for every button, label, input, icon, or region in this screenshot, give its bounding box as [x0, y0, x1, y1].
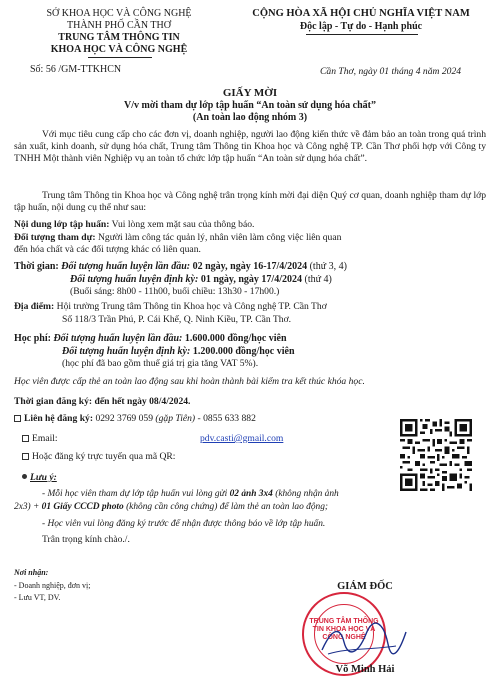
time-sessions: (Buổi sáng: 8h00 - 11h00, buổi chiều: 13h30 - 17h00.) — [70, 286, 280, 297]
contact-label: Liên hệ đăng ký: — [24, 413, 94, 424]
nation-motto: Độc lập - Tự do - Hạnh phúc — [299, 21, 423, 32]
closing-line: Trân trọng kính chào./. — [42, 534, 130, 545]
location-row — [14, 301, 327, 313]
note-1-a: - Mỗi học viên tham dự lớp tập huấn vui lòng gửi — [42, 489, 228, 499]
online-registration-row — [22, 451, 175, 463]
fee-periodic-value: 1.200.000 đồng/học viên — [190, 346, 295, 357]
contact-person: (gặp Tiên) — [153, 413, 196, 424]
time-periodic-note: (thứ 4) — [301, 274, 332, 285]
registration-deadline: Thời gian đăng ký: đến hết ngày 08/4/2024. — [14, 396, 191, 407]
note-1-line-2 — [14, 501, 328, 513]
nation-title: CỘNG HÒA XÃ HỘI CHỦ NGHĨA VIỆT NAM — [252, 8, 470, 19]
contact-row — [14, 413, 256, 425]
agency-name: TRUNG TÂM THÔNG TIN — [58, 32, 180, 43]
fee-first-label: Đối tượng huấn luyện lần đầu: — [53, 333, 183, 344]
time-first-label: Đối tượng huấn luyện lần đầu: — [61, 261, 191, 272]
agency-city: THÀNH PHỐ CẦN THƠ — [67, 20, 171, 31]
audience-label: Đối tượng tham dự: — [14, 232, 96, 243]
contact-phone-1[interactable]: 0292 3769 059 — [93, 413, 154, 424]
agency-parent: SỞ KHOA HỌC VÀ CÔNG NGHỆ — [46, 8, 192, 19]
email-row — [22, 433, 58, 445]
document-subject-2: (An toàn lao động nhóm 3) — [192, 112, 308, 123]
document-title: GIẤY MỜI — [222, 87, 278, 99]
fee-row-first — [14, 333, 287, 345]
note-1-id: 01 Giấy CCCD photo — [41, 502, 124, 512]
header-right-rule — [306, 34, 418, 35]
document-subject: V/v mời tham dự lớp tập huấn “An toàn sử dụng hóa chất” — [123, 100, 377, 111]
registration-qr-code[interactable] — [400, 419, 472, 491]
recipients-label: Nơi nhận: — [14, 568, 49, 577]
header-left-rule — [88, 57, 152, 58]
time-first-text: 02 ngày, ngày 16-17/4/2024 — [190, 261, 308, 272]
notes-bullet-icon — [22, 474, 27, 479]
location-label: Địa điểm: — [14, 301, 55, 312]
handwritten-signature-icon — [318, 620, 408, 660]
notes-label-text: Lưu ý: — [30, 472, 57, 483]
signer-name: Võ Minh Hải — [335, 664, 395, 675]
time-periodic-label: Đối tượng huấn luyện định kỳ: — [70, 274, 199, 285]
audience-row — [14, 232, 341, 244]
email-link[interactable]: pdv.casti@gmail.com — [200, 433, 284, 444]
content-label: Nội dung lớp tập huấn: — [14, 219, 110, 230]
bullet-icon — [22, 453, 29, 460]
seal-text: TRUNG TÂM THÔNG TIN KHOA HỌC VÀ CÔNG NGHỆ — [309, 618, 379, 641]
intro-paragraph: Với mục tiêu cung cấp cho các đơn vị, doanh nghiệp, người lao động kiến thức về đảm bảo an toàn trong quá trình sản xuất, kinh doanh, sử dụng hóa chất, Trung tâm Thông tin Khoa học và Công nghệ TP. Cần Thơ phối hợp với Công ty TNHH Một thành viên Nghiệp vụ an toàn tổ chức lớp tập huấn “An toàn sử dụng hóa chất”. — [14, 129, 486, 165]
time-label: Thời gian: — [14, 261, 59, 272]
online-registration-text: Hoặc đăng ký trực tuyến qua mã QR: — [32, 451, 176, 462]
fee-vat-note: (học phí đã bao gồm thuế giá trị gia tăng VAT 5%). — [62, 358, 259, 369]
recipient-1: - Doanh nghiệp, đơn vị; — [14, 581, 91, 590]
document-date: Cần Thơ, ngày 01 tháng 4 năm 2024 — [320, 66, 462, 77]
location-address: Số 118/3 Trần Phú, P. Cái Khế, Q. Ninh Kiều, TP. Cần Thơ. — [62, 314, 292, 325]
agency-name-2: KHOA HỌC VÀ CÔNG NGHỆ — [50, 44, 188, 55]
qr-code-icon — [400, 419, 472, 491]
notes-label — [22, 472, 57, 484]
audience-row-2: đến hóa chất và các đối tượng khác có liên quan. — [14, 244, 201, 255]
bullet-icon — [14, 415, 21, 422]
document-number: Số: 56 /GM-TTKHCN — [30, 64, 122, 75]
content-row — [14, 219, 254, 231]
note-1-f: (không cần công chứng) để làm thẻ an toàn lao động; — [123, 502, 329, 512]
location-text: Hội trường Trung tâm Thông tin Khoa học và Công nghệ TP. Cần Thơ — [54, 301, 327, 312]
contact-phone-2[interactable]: - 0855 633 882 — [195, 413, 256, 424]
recipient-2: - Lưu VT, DV. — [14, 593, 61, 602]
time-row-periodic — [70, 274, 332, 286]
signer-title: GIÁM ĐỐC — [337, 581, 393, 592]
time-periodic-text: 01 ngày, ngày 17/4/2024 — [198, 274, 302, 285]
note-2: - Học viên vui lòng đăng ký trước để nhận được thông báo về lớp tập huấn. — [42, 519, 326, 529]
note-1-photo: 02 ảnh 3x4 — [229, 489, 273, 499]
bullet-icon — [22, 435, 29, 442]
time-row-first — [14, 261, 347, 273]
fee-periodic-label: Đối tượng huấn luyện định kỳ: — [62, 346, 191, 357]
audience-text: Người làm công tác quản lý, nhân viên làm công việc liên quan — [95, 232, 342, 243]
note-1-c: (không nhận ảnh — [272, 489, 339, 499]
fee-first-value: 1.600.000 đồng/học viên — [182, 333, 287, 344]
note-1-d: 2x3) + — [14, 502, 42, 512]
certificate-note: Học viên được cấp thẻ an toàn lao động sau khi hoàn thành bài kiểm tra kết thúc khóa học. — [14, 376, 365, 387]
fee-row-periodic — [62, 346, 295, 358]
email-label: Email: — [32, 433, 58, 444]
fee-label: Học phí: — [14, 333, 51, 344]
time-first-note: (thứ 3, 4) — [307, 261, 347, 272]
content-text: Vui lòng xem mặt sau của thông báo. — [109, 219, 255, 230]
note-1-line-1 — [42, 488, 339, 500]
invitation-paragraph: Trung tâm Thông tin Khoa học và Công nghệ trân trọng kính mời đại diện Quý cơ quan, doanh nghiệp tham dự lớp tập huấn, nội dung cụ thể như sau: — [14, 190, 486, 214]
